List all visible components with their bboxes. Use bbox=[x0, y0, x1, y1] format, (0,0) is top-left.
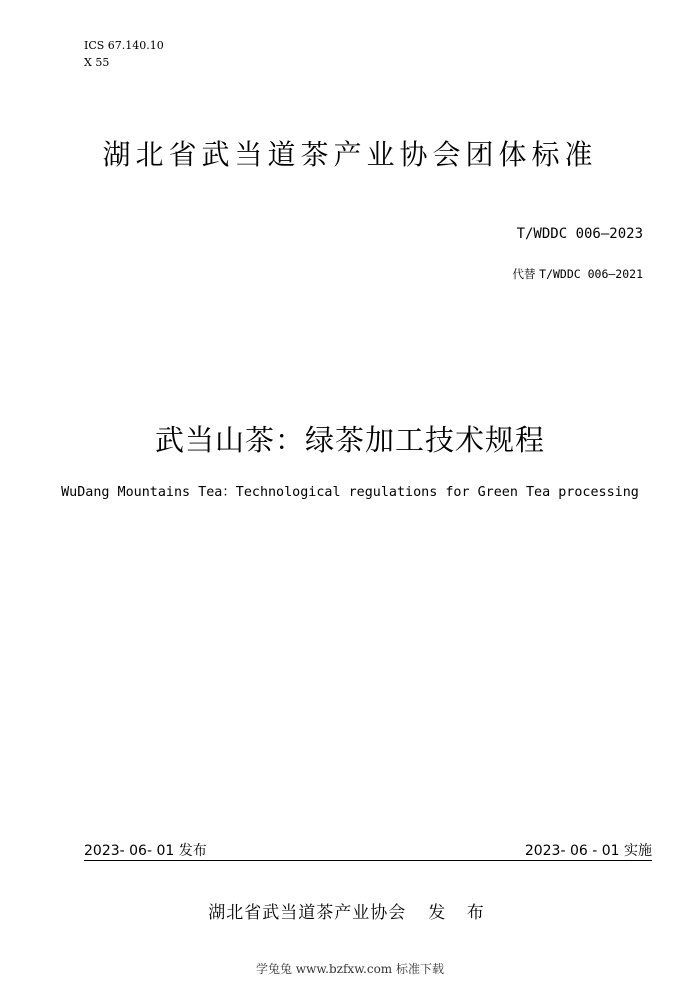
publisher-line bbox=[0, 898, 700, 923]
publish-action: 发 布 bbox=[428, 903, 492, 923]
replaces-standard bbox=[512, 266, 643, 282]
watermark-footer: 学兔兔 www.bzfxw.com 标准下载 bbox=[255, 962, 445, 976]
english-title: WuDang Mountains Tea：Technological regulations for Green Tea processing bbox=[61, 485, 639, 500]
standard-number: T/WDDC 006—2023 bbox=[516, 226, 643, 242]
publisher-name: 湖北省武当道茶产业协会 bbox=[208, 903, 407, 923]
date-row bbox=[84, 838, 652, 861]
document-title: 武当山茶：绿茶加工技术规程 bbox=[154, 423, 545, 457]
issue-date: 2023- 06- 01 发布 bbox=[84, 843, 207, 859]
classification-codes bbox=[84, 37, 164, 71]
implementation-date: 2023- 06 - 01 实施 bbox=[524, 843, 652, 859]
ics-code: ICS 67.140.10 bbox=[84, 39, 164, 52]
replaces-label: 代替 bbox=[512, 267, 536, 281]
organization-standard-title: 湖北省武当道茶产业协会团体标准 bbox=[102, 138, 598, 171]
ccs-code: X 55 bbox=[84, 56, 110, 69]
replaces-code: T/WDDC 006—2021 bbox=[539, 267, 643, 281]
